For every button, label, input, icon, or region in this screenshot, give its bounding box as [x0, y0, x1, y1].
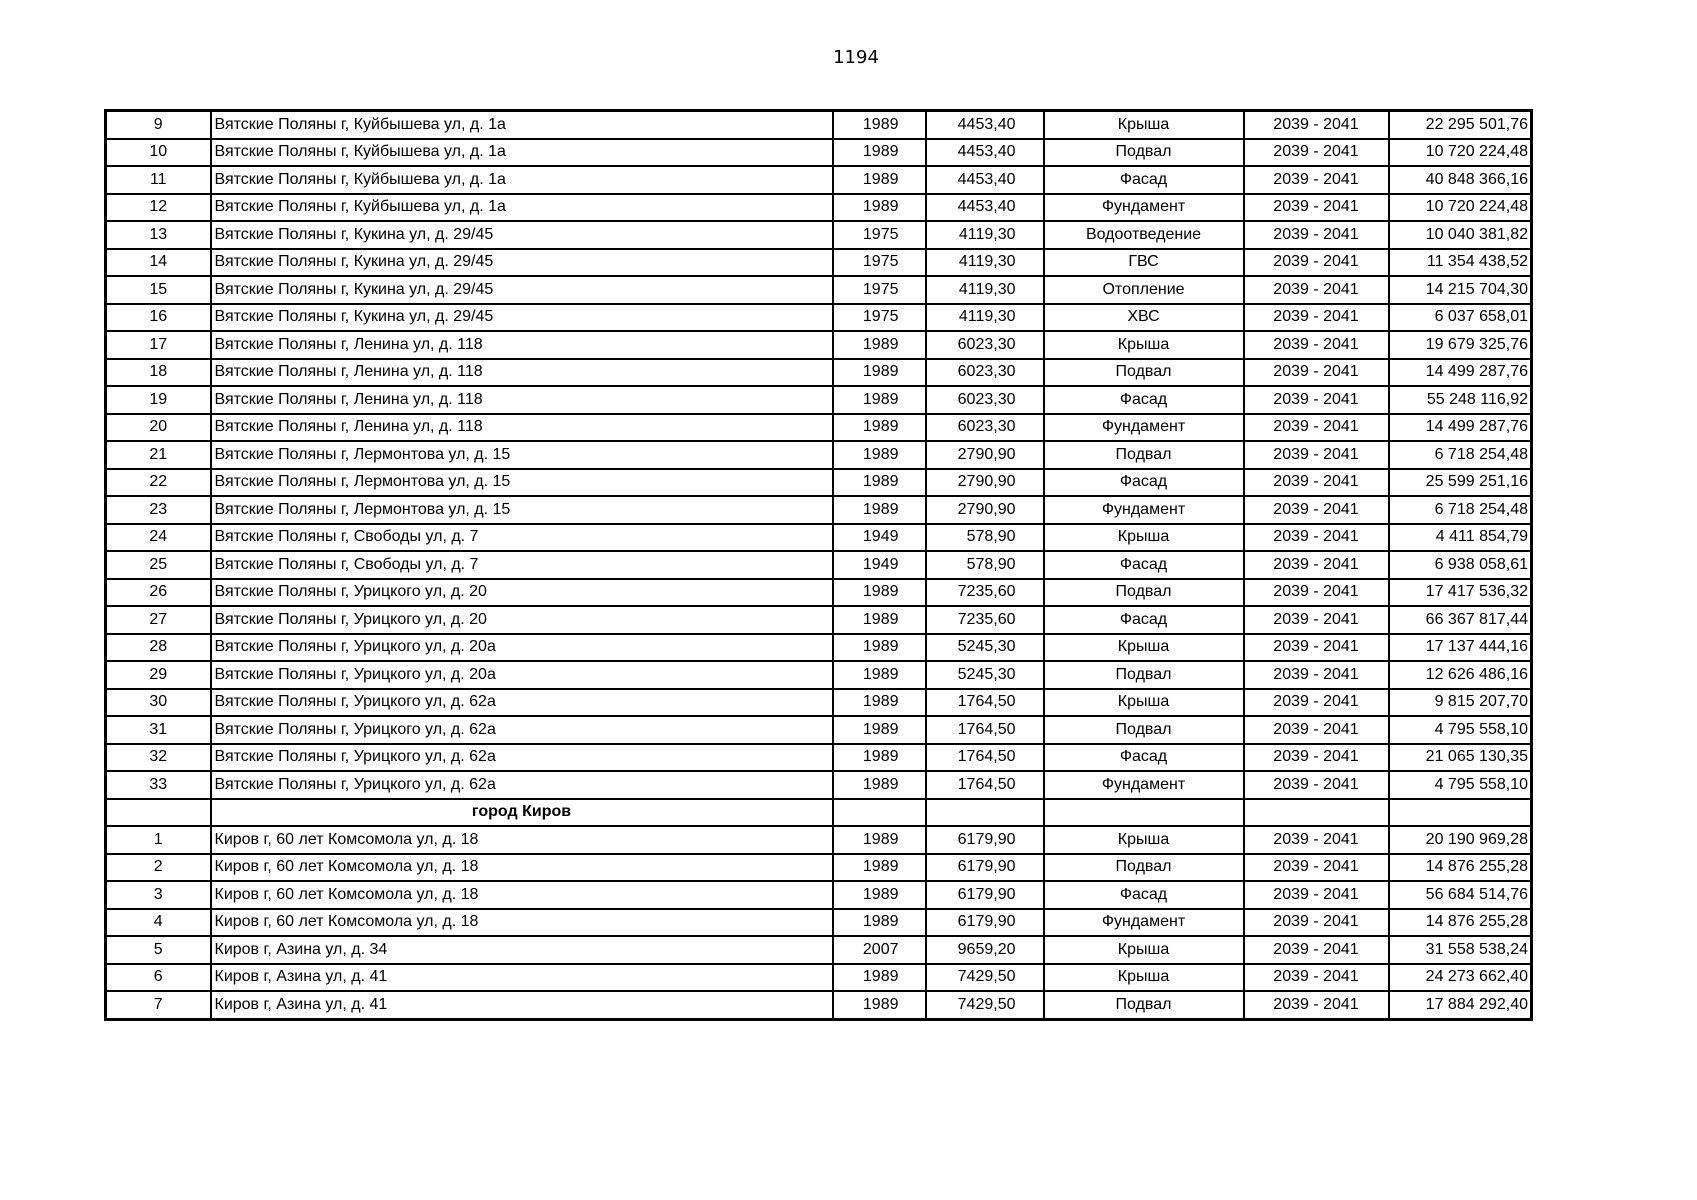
table-row: [106, 359, 1532, 387]
period-cell: 2039 - 2041: [1244, 249, 1389, 277]
cost-cell: 17 884 292,40: [1389, 991, 1532, 1019]
row-number: 9: [106, 111, 211, 139]
table-row: [106, 551, 1532, 579]
area-cell: 7429,50: [926, 991, 1044, 1019]
area-cell: 6179,90: [926, 854, 1044, 882]
cost-cell: 14 876 255,28: [1389, 854, 1532, 882]
row-number: 27: [106, 606, 211, 634]
period-cell: 2039 - 2041: [1244, 386, 1389, 414]
year-cell: 1989: [833, 991, 926, 1019]
table-row: [106, 634, 1532, 662]
period-cell: 2039 - 2041: [1244, 991, 1389, 1019]
empty-cell: [106, 799, 211, 827]
area-cell: 4119,30: [926, 276, 1044, 304]
cost-cell: 14 499 287,76: [1389, 359, 1532, 387]
row-number: 21: [106, 441, 211, 469]
area-cell: 578,90: [926, 524, 1044, 552]
year-cell: 1989: [833, 139, 926, 167]
address-cell: Киров г, 60 лет Комсомола ул, д. 18: [211, 881, 833, 909]
empty-cell: [1244, 799, 1389, 827]
cost-cell: 10 720 224,48: [1389, 139, 1532, 167]
period-cell: 2039 - 2041: [1244, 359, 1389, 387]
address-cell: Вятские Поляны г, Куйбышева ул, д. 1а: [211, 166, 833, 194]
empty-cell: [1044, 799, 1244, 827]
row-number: 5: [106, 936, 211, 964]
work-type-cell: Крыша: [1044, 826, 1244, 854]
period-cell: 2039 - 2041: [1244, 826, 1389, 854]
address-cell: Вятские Поляны г, Урицкого ул, д. 62а: [211, 744, 833, 772]
area-cell: 7235,60: [926, 579, 1044, 607]
area-cell: 1764,50: [926, 771, 1044, 799]
cost-cell: 24 273 662,40: [1389, 964, 1532, 992]
address-cell: Киров г, Азина ул, д. 41: [211, 991, 833, 1019]
work-type-cell: Подвал: [1044, 441, 1244, 469]
area-cell: 6179,90: [926, 909, 1044, 937]
year-cell: 1989: [833, 579, 926, 607]
area-cell: 1764,50: [926, 689, 1044, 717]
period-cell: 2039 - 2041: [1244, 661, 1389, 689]
period-cell: 2039 - 2041: [1244, 331, 1389, 359]
row-number: 24: [106, 524, 211, 552]
period-cell: 2039 - 2041: [1244, 441, 1389, 469]
row-number: 6: [106, 964, 211, 992]
address-cell: Киров г, Азина ул, д. 41: [211, 964, 833, 992]
cost-cell: 25 599 251,16: [1389, 469, 1532, 497]
year-cell: 2007: [833, 936, 926, 964]
work-type-cell: Фасад: [1044, 881, 1244, 909]
period-cell: 2039 - 2041: [1244, 634, 1389, 662]
work-type-cell: Фасад: [1044, 166, 1244, 194]
year-cell: 1989: [833, 661, 926, 689]
table-row: [106, 469, 1532, 497]
address-cell: Киров г, 60 лет Комсомола ул, д. 18: [211, 909, 833, 937]
row-number: 12: [106, 194, 211, 222]
year-cell: 1989: [833, 881, 926, 909]
year-cell: 1989: [833, 194, 926, 222]
work-type-cell: Подвал: [1044, 139, 1244, 167]
period-cell: 2039 - 2041: [1244, 194, 1389, 222]
row-number: 32: [106, 744, 211, 772]
period-cell: 2039 - 2041: [1244, 111, 1389, 139]
period-cell: 2039 - 2041: [1244, 689, 1389, 717]
period-cell: 2039 - 2041: [1244, 551, 1389, 579]
area-cell: 1764,50: [926, 744, 1044, 772]
area-cell: 5245,30: [926, 634, 1044, 662]
year-cell: 1989: [833, 716, 926, 744]
area-cell: 6179,90: [926, 881, 1044, 909]
row-number: 17: [106, 331, 211, 359]
period-cell: 2039 - 2041: [1244, 304, 1389, 332]
period-cell: 2039 - 2041: [1244, 579, 1389, 607]
address-cell: Киров г, Азина ул, д. 34: [211, 936, 833, 964]
period-cell: 2039 - 2041: [1244, 936, 1389, 964]
area-cell: 6179,90: [926, 826, 1044, 854]
address-cell: Вятские Поляны г, Ленина ул, д. 118: [211, 359, 833, 387]
cost-cell: 40 848 366,16: [1389, 166, 1532, 194]
row-number: 2: [106, 854, 211, 882]
area-cell: 4453,40: [926, 166, 1044, 194]
address-cell: Вятские Поляны г, Кукина ул, д. 29/45: [211, 276, 833, 304]
row-number: 10: [106, 139, 211, 167]
cost-cell: 14 499 287,76: [1389, 414, 1532, 442]
period-cell: 2039 - 2041: [1244, 716, 1389, 744]
cost-cell: 22 295 501,76: [1389, 111, 1532, 139]
cost-cell: 10 720 224,48: [1389, 194, 1532, 222]
address-cell: Вятские Поляны г, Урицкого ул, д. 20а: [211, 634, 833, 662]
cost-cell: 4 411 854,79: [1389, 524, 1532, 552]
address-cell: Киров г, 60 лет Комсомола ул, д. 18: [211, 854, 833, 882]
row-number: 15: [106, 276, 211, 304]
period-cell: 2039 - 2041: [1244, 606, 1389, 634]
year-cell: 1949: [833, 551, 926, 579]
table-row: [106, 606, 1532, 634]
address-cell: Вятские Поляны г, Свободы ул, д. 7: [211, 524, 833, 552]
address-cell: Вятские Поляны г, Кукина ул, д. 29/45: [211, 304, 833, 332]
table-row: [106, 496, 1532, 524]
period-cell: 2039 - 2041: [1244, 166, 1389, 194]
row-number: 19: [106, 386, 211, 414]
row-number: 4: [106, 909, 211, 937]
table-row: [106, 139, 1532, 167]
table-row: [106, 826, 1532, 854]
year-cell: 1989: [833, 689, 926, 717]
cost-cell: 12 626 486,16: [1389, 661, 1532, 689]
row-number: 25: [106, 551, 211, 579]
address-cell: Вятские Поляны г, Ленина ул, д. 118: [211, 414, 833, 442]
area-cell: 2790,90: [926, 496, 1044, 524]
table-row: [106, 661, 1532, 689]
section-header-row: [106, 799, 1532, 827]
area-cell: 4453,40: [926, 194, 1044, 222]
work-type-cell: Фасад: [1044, 606, 1244, 634]
area-cell: 5245,30: [926, 661, 1044, 689]
work-type-cell: Крыша: [1044, 331, 1244, 359]
table-row: [106, 689, 1532, 717]
period-cell: 2039 - 2041: [1244, 276, 1389, 304]
year-cell: 1989: [833, 854, 926, 882]
page-number: 1194: [833, 47, 879, 68]
cost-cell: 11 354 438,52: [1389, 249, 1532, 277]
year-cell: 1975: [833, 304, 926, 332]
year-cell: 1989: [833, 441, 926, 469]
period-cell: 2039 - 2041: [1244, 496, 1389, 524]
year-cell: 1989: [833, 826, 926, 854]
row-number: 16: [106, 304, 211, 332]
table-row: [106, 936, 1532, 964]
row-number: 18: [106, 359, 211, 387]
work-type-cell: Фундамент: [1044, 414, 1244, 442]
work-type-cell: Крыша: [1044, 111, 1244, 139]
area-cell: 4119,30: [926, 221, 1044, 249]
period-cell: 2039 - 2041: [1244, 469, 1389, 497]
year-cell: 1989: [833, 606, 926, 634]
table-row: [106, 881, 1532, 909]
work-type-cell: ГВС: [1044, 249, 1244, 277]
year-cell: 1989: [833, 111, 926, 139]
row-number: 28: [106, 634, 211, 662]
work-type-cell: Крыша: [1044, 964, 1244, 992]
cost-cell: 66 367 817,44: [1389, 606, 1532, 634]
work-type-cell: Фундамент: [1044, 909, 1244, 937]
year-cell: 1975: [833, 221, 926, 249]
address-cell: Вятские Поляны г, Кукина ул, д. 29/45: [211, 249, 833, 277]
cost-cell: 20 190 969,28: [1389, 826, 1532, 854]
table-row: [106, 771, 1532, 799]
address-cell: Вятские Поляны г, Куйбышева ул, д. 1а: [211, 111, 833, 139]
address-cell: Вятские Поляны г, Урицкого ул, д. 20а: [211, 661, 833, 689]
cost-cell: 6 718 254,48: [1389, 496, 1532, 524]
row-number: 3: [106, 881, 211, 909]
period-cell: 2039 - 2041: [1244, 881, 1389, 909]
cost-cell: 4 795 558,10: [1389, 771, 1532, 799]
year-cell: 1989: [833, 771, 926, 799]
table-row: [106, 111, 1532, 139]
year-cell: 1989: [833, 469, 926, 497]
area-cell: 2790,90: [926, 441, 1044, 469]
work-type-cell: Подвал: [1044, 991, 1244, 1019]
table-row: [106, 166, 1532, 194]
area-cell: 6023,30: [926, 414, 1044, 442]
row-number: 11: [106, 166, 211, 194]
section-title: город Киров: [211, 799, 833, 827]
table-row: [106, 249, 1532, 277]
year-cell: 1989: [833, 964, 926, 992]
cost-cell: 6 718 254,48: [1389, 441, 1532, 469]
work-type-cell: Крыша: [1044, 524, 1244, 552]
period-cell: 2039 - 2041: [1244, 909, 1389, 937]
cost-cell: 21 065 130,35: [1389, 744, 1532, 772]
table-row: [106, 524, 1532, 552]
cost-cell: 9 815 207,70: [1389, 689, 1532, 717]
table-row: [106, 304, 1532, 332]
work-type-cell: Фасад: [1044, 744, 1244, 772]
table-row: [106, 854, 1532, 882]
table-row: [106, 386, 1532, 414]
work-type-cell: Фундамент: [1044, 771, 1244, 799]
row-number: 26: [106, 579, 211, 607]
address-cell: Вятские Поляны г, Кукина ул, д. 29/45: [211, 221, 833, 249]
address-cell: Киров г, 60 лет Комсомола ул, д. 18: [211, 826, 833, 854]
row-number: 14: [106, 249, 211, 277]
area-cell: 7429,50: [926, 964, 1044, 992]
work-type-cell: Фасад: [1044, 551, 1244, 579]
address-cell: Вятские Поляны г, Урицкого ул, д. 62а: [211, 771, 833, 799]
address-cell: Вятские Поляны г, Урицкого ул, д. 62а: [211, 716, 833, 744]
work-type-cell: Фундамент: [1044, 194, 1244, 222]
year-cell: 1989: [833, 496, 926, 524]
cost-cell: 6 938 058,61: [1389, 551, 1532, 579]
cost-cell: 14 215 704,30: [1389, 276, 1532, 304]
area-cell: 6023,30: [926, 359, 1044, 387]
year-cell: 1975: [833, 249, 926, 277]
cost-cell: 17 417 536,32: [1389, 579, 1532, 607]
period-cell: 2039 - 2041: [1244, 139, 1389, 167]
year-cell: 1949: [833, 524, 926, 552]
work-type-cell: Водоотведение: [1044, 221, 1244, 249]
address-cell: Вятские Поляны г, Куйбышева ул, д. 1а: [211, 139, 833, 167]
area-cell: 6023,30: [926, 331, 1044, 359]
address-cell: Вятские Поляны г, Ленина ул, д. 118: [211, 386, 833, 414]
table-row: [106, 744, 1532, 772]
work-type-cell: Подвал: [1044, 716, 1244, 744]
table-row: [106, 194, 1532, 222]
address-cell: Вятские Поляны г, Лермонтова ул, д. 15: [211, 496, 833, 524]
address-cell: Вятские Поляны г, Лермонтова ул, д. 15: [211, 469, 833, 497]
row-number: 29: [106, 661, 211, 689]
address-cell: Вятские Поляны г, Ленина ул, д. 118: [211, 331, 833, 359]
empty-cell: [1389, 799, 1532, 827]
work-type-cell: Крыша: [1044, 634, 1244, 662]
row-number: 31: [106, 716, 211, 744]
cost-cell: 17 137 444,16: [1389, 634, 1532, 662]
year-cell: 1989: [833, 331, 926, 359]
row-number: 20: [106, 414, 211, 442]
table-row: [106, 441, 1532, 469]
cost-cell: 55 248 116,92: [1389, 386, 1532, 414]
empty-cell: [926, 799, 1044, 827]
table-row: [106, 909, 1532, 937]
work-type-cell: Подвал: [1044, 661, 1244, 689]
table-row: [106, 414, 1532, 442]
year-cell: 1989: [833, 909, 926, 937]
work-type-cell: Крыша: [1044, 936, 1244, 964]
area-cell: 4453,40: [926, 111, 1044, 139]
area-cell: 1764,50: [926, 716, 1044, 744]
table-row: [106, 579, 1532, 607]
table-row: [106, 221, 1532, 249]
period-cell: 2039 - 2041: [1244, 524, 1389, 552]
row-number: 22: [106, 469, 211, 497]
area-cell: 2790,90: [926, 469, 1044, 497]
period-cell: 2039 - 2041: [1244, 414, 1389, 442]
cost-cell: 10 040 381,82: [1389, 221, 1532, 249]
cost-cell: 4 795 558,10: [1389, 716, 1532, 744]
year-cell: 1989: [833, 414, 926, 442]
table-row: [106, 716, 1532, 744]
row-number: 13: [106, 221, 211, 249]
year-cell: 1989: [833, 744, 926, 772]
table-row: [106, 964, 1532, 992]
work-type-cell: Подвал: [1044, 359, 1244, 387]
capital-repair-table: [104, 109, 1533, 1021]
period-cell: 2039 - 2041: [1244, 771, 1389, 799]
work-type-cell: Подвал: [1044, 579, 1244, 607]
row-number: 33: [106, 771, 211, 799]
work-type-cell: ХВС: [1044, 304, 1244, 332]
year-cell: 1975: [833, 276, 926, 304]
work-type-cell: Отопление: [1044, 276, 1244, 304]
year-cell: 1989: [833, 634, 926, 662]
period-cell: 2039 - 2041: [1244, 221, 1389, 249]
year-cell: 1989: [833, 386, 926, 414]
period-cell: 2039 - 2041: [1244, 854, 1389, 882]
cost-cell: 31 558 538,24: [1389, 936, 1532, 964]
area-cell: 9659,20: [926, 936, 1044, 964]
cost-cell: 56 684 514,76: [1389, 881, 1532, 909]
table-row: [106, 331, 1532, 359]
address-cell: Вятские Поляны г, Куйбышева ул, д. 1а: [211, 194, 833, 222]
work-type-cell: Подвал: [1044, 854, 1244, 882]
address-cell: Вятские Поляны г, Урицкого ул, д. 20: [211, 606, 833, 634]
area-cell: 4119,30: [926, 304, 1044, 332]
area-cell: 4119,30: [926, 249, 1044, 277]
work-type-cell: Фасад: [1044, 386, 1244, 414]
row-number: 30: [106, 689, 211, 717]
area-cell: 4453,40: [926, 139, 1044, 167]
period-cell: 2039 - 2041: [1244, 964, 1389, 992]
table-body: [106, 111, 1532, 1020]
address-cell: Вятские Поляны г, Лермонтова ул, д. 15: [211, 441, 833, 469]
address-cell: Вятские Поляны г, Урицкого ул, д. 62а: [211, 689, 833, 717]
row-number: 23: [106, 496, 211, 524]
table-row: [106, 991, 1532, 1019]
area-cell: 578,90: [926, 551, 1044, 579]
address-cell: Вятские Поляны г, Свободы ул, д. 7: [211, 551, 833, 579]
year-cell: 1989: [833, 359, 926, 387]
cost-cell: 14 876 255,28: [1389, 909, 1532, 937]
address-cell: Вятские Поляны г, Урицкого ул, д. 20: [211, 579, 833, 607]
work-type-cell: Крыша: [1044, 689, 1244, 717]
area-cell: 7235,60: [926, 606, 1044, 634]
row-number: 7: [106, 991, 211, 1019]
empty-cell: [833, 799, 926, 827]
cost-cell: 6 037 658,01: [1389, 304, 1532, 332]
work-type-cell: Фундамент: [1044, 496, 1244, 524]
row-number: 1: [106, 826, 211, 854]
table-row: [106, 276, 1532, 304]
work-type-cell: Фасад: [1044, 469, 1244, 497]
area-cell: 6023,30: [926, 386, 1044, 414]
year-cell: 1989: [833, 166, 926, 194]
period-cell: 2039 - 2041: [1244, 744, 1389, 772]
cost-cell: 19 679 325,76: [1389, 331, 1532, 359]
